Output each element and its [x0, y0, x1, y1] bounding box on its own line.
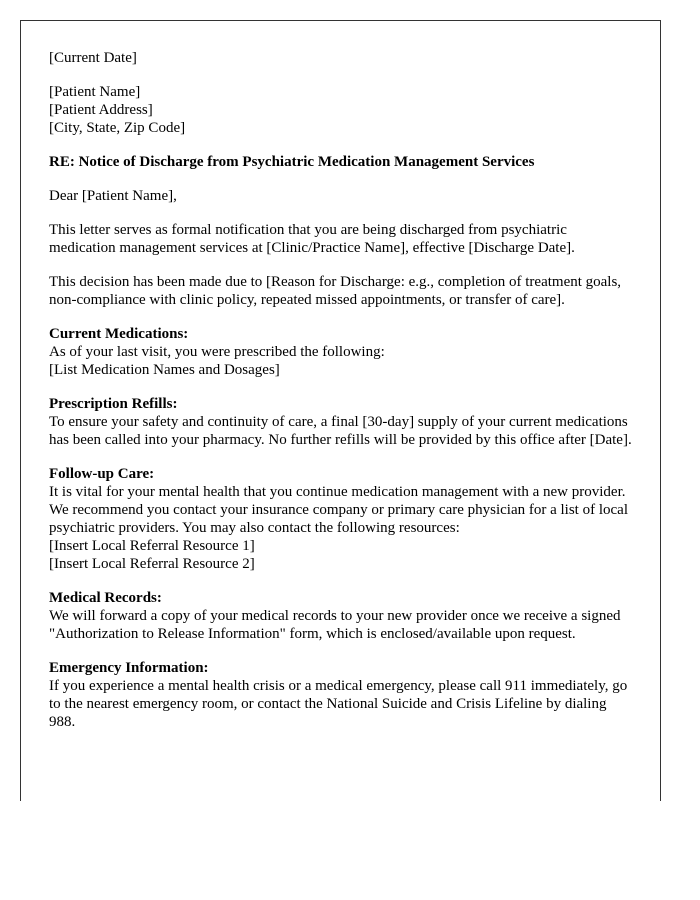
- refills-text: To ensure your safety and continuity of care, a final [30-day] supply of your current medications has been called into your pharmacy. No further refills will be provided by this office after [Date].: [49, 414, 632, 448]
- followup-heading: Follow-up Care:: [49, 466, 155, 482]
- records-text: We will forward a copy of your medical records to your new provider once we receive a signed "Authorization to Release Information" form, which is enclosed/available upon request.: [49, 608, 621, 642]
- referral-resource-2: [Insert Local Referral Resource 2]: [49, 556, 255, 572]
- referral-resource-1: [Insert Local Referral Resource 1]: [49, 538, 255, 554]
- current-date: [Current Date]: [49, 50, 137, 66]
- medications-list: [List Medication Names and Dosages]: [49, 362, 280, 378]
- medications-heading: Current Medications:: [49, 326, 189, 342]
- salutation: Dear [Patient Name],: [49, 188, 177, 204]
- reason-paragraph: This decision has been made due to [Reason for Discharge: e.g., completion of treatment goals, non-compliance with clinic policy, repeated missed appointments, or transfer of care].: [49, 274, 622, 308]
- records-heading: Medical Records:: [49, 590, 162, 606]
- records-section: [49, 589, 632, 643]
- refills-section: [49, 395, 632, 449]
- letter-page: [20, 20, 661, 801]
- intro-paragraph: This letter serves as formal notification that you are being discharged from psychiatric medication management services at [Clinic/Practice Name], effective [Discharge Date].: [49, 222, 575, 256]
- city-state-zip: [City, State, Zip Code]: [49, 120, 186, 136]
- refills-heading: Prescription Refills:: [49, 396, 178, 412]
- followup-section: [49, 465, 632, 573]
- patient-address: [Patient Address]: [49, 102, 153, 118]
- followup-text: It is vital for your mental health that you continue medication management with a new provider. We recommend you contact your insurance company or primary care physician for a list of local psychiatric providers. You may also contact the following resources:: [49, 484, 628, 536]
- recipient-block: [49, 83, 632, 137]
- emergency-heading: Emergency Information:: [49, 660, 209, 676]
- patient-name: [Patient Name]: [49, 84, 141, 100]
- subject-line: RE: Notice of Discharge from Psychiatric Medication Management Services: [49, 154, 535, 170]
- medications-section: [49, 325, 632, 379]
- emergency-text: If you experience a mental health crisis or a medical emergency, please call 911 immediately, go to the nearest emergency room, or contact the National Suicide and Crisis Lifeline by dialing 988.: [49, 678, 628, 730]
- medications-text: As of your last visit, you were prescribed the following:: [49, 344, 385, 360]
- emergency-section: [49, 659, 632, 731]
